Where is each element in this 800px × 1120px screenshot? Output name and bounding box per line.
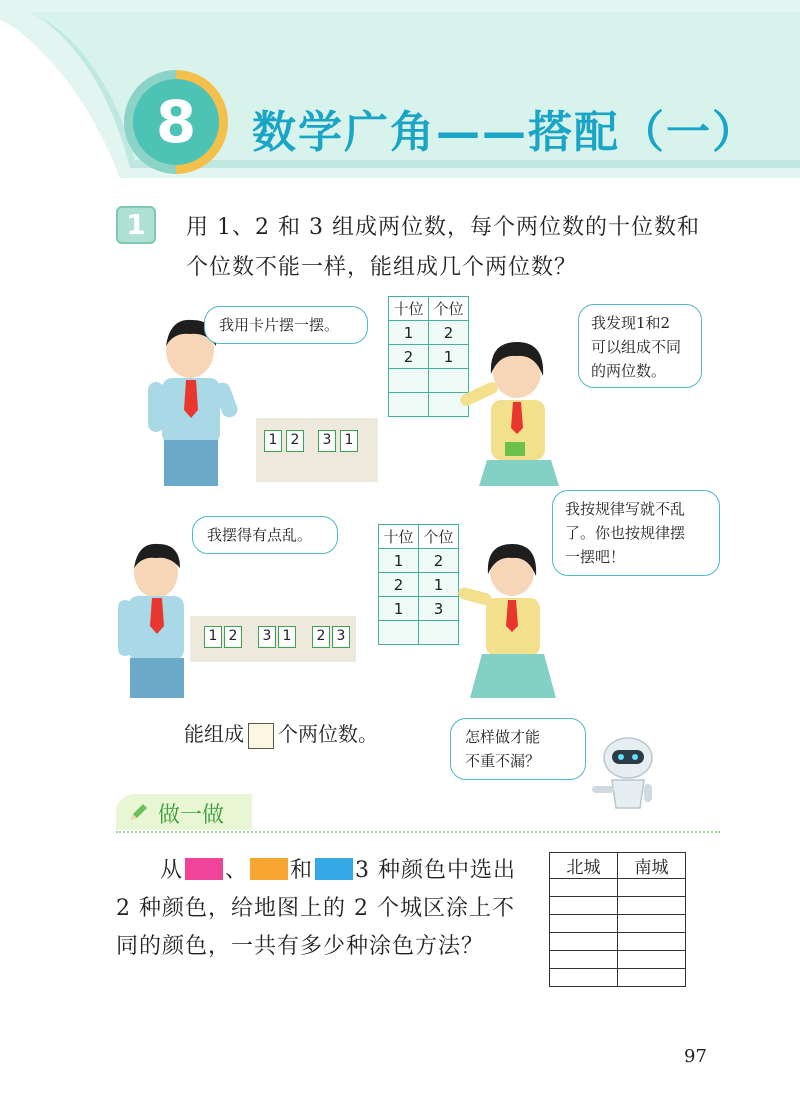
girl-speech-line: 我按规律写就不乱 (565, 500, 686, 518)
practice-after: 3 种颜色中选出 (355, 858, 517, 883)
cell: 3 (419, 597, 459, 621)
cell[interactable] (618, 951, 686, 969)
girl-illustration-2 (456, 540, 560, 700)
cell: 2 (429, 321, 469, 345)
boy-illustration-2 (112, 534, 198, 698)
boy-speech-text-1: 我用卡片摆一摆。 (219, 316, 340, 334)
cell[interactable] (618, 969, 686, 987)
cell[interactable] (419, 621, 459, 645)
practice-line-2: 2 种颜色，给地图上的 2 个城区涂上不 (116, 896, 515, 921)
card-2a[interactable]: 1 (204, 626, 222, 648)
boy-speech-bubble-1 (204, 306, 368, 344)
girl-illustration-1 (455, 336, 565, 486)
answer-prefix: 能组成 (184, 722, 244, 746)
table-row (550, 897, 686, 915)
section-divider (116, 831, 720, 833)
cell[interactable] (389, 369, 429, 393)
card-1c[interactable]: 3 (318, 430, 336, 452)
table-row (379, 597, 459, 621)
boy-speech-bubble-2 (192, 516, 338, 554)
table-row (550, 879, 686, 897)
example-question (186, 208, 726, 288)
orange-color-swatch (250, 858, 288, 880)
girl-speech-line: 我发现1和2 (591, 314, 671, 332)
table-header-row (389, 297, 469, 321)
card-1b[interactable]: 2 (286, 430, 304, 452)
chapter-title: 数学广角——搭配（一） (252, 107, 758, 158)
cell[interactable] (618, 915, 686, 933)
cell[interactable] (550, 933, 618, 951)
practice-line-1 (116, 852, 536, 890)
answer-suffix: 个两位数。 (278, 722, 378, 746)
cell[interactable] (379, 621, 419, 645)
answer-input-box[interactable] (248, 723, 274, 749)
cell: 1 (429, 345, 469, 369)
cell[interactable] (618, 933, 686, 951)
chapter-number: 8 (133, 79, 219, 165)
header-north-city: 北城 (550, 853, 618, 879)
robot-speech-line: 不重不漏？ (465, 752, 541, 770)
cell: 2 (419, 549, 459, 573)
girl-speech-line: 一摆吧！ (565, 548, 626, 566)
table-row (379, 621, 459, 645)
header-south-city: 南城 (618, 853, 686, 879)
practice-and: 和 (290, 858, 314, 883)
cell: 1 (379, 597, 419, 621)
cell: 2 (389, 345, 429, 369)
cell[interactable] (550, 969, 618, 987)
question-line-2: 个位数不能一样，能组成几个两位数？ (186, 255, 578, 280)
girl-speech-line: 的两位数。 (591, 362, 667, 380)
table-row (550, 915, 686, 933)
robot-illustration (588, 732, 660, 812)
boy-speech-text-2: 我摆得有点乱。 (207, 526, 313, 544)
table-row (379, 573, 459, 597)
card-2c[interactable]: 3 (258, 626, 276, 648)
page-number: 97 (684, 1046, 707, 1067)
pencil-icon (128, 801, 150, 823)
girl-speech-bubble-1 (578, 304, 702, 388)
table-row (550, 933, 686, 951)
cell[interactable] (389, 393, 429, 417)
card-1d[interactable]: 1 (340, 430, 358, 452)
table-header-row (550, 853, 686, 879)
cell[interactable] (550, 897, 618, 915)
blue-color-swatch (315, 858, 353, 880)
card-2e[interactable]: 2 (312, 626, 330, 648)
girl-speech-bubble-2 (552, 490, 720, 576)
card-1a[interactable]: 1 (264, 430, 282, 452)
answer-sentence (184, 718, 378, 749)
place-value-table-2 (378, 524, 459, 645)
question-line-1: 用 1、2 和 3 组成两位数，每个两位数的十位数和 (186, 215, 700, 240)
cell: 2 (379, 573, 419, 597)
cell[interactable] (618, 879, 686, 897)
cell[interactable] (550, 879, 618, 897)
table-row (550, 951, 686, 969)
header-tens: 十位 (389, 297, 429, 321)
practice-label: 做一做 (158, 803, 225, 828)
robot-speech-bubble (450, 718, 586, 780)
cell: 1 (379, 549, 419, 573)
cell[interactable] (550, 951, 618, 969)
practice-question (116, 852, 536, 966)
chapter-number-badge (124, 70, 228, 174)
girl-speech-line: 了。你也按规律摆 (565, 524, 686, 542)
robot-speech-line: 怎样做才能 (465, 728, 541, 746)
cell: 1 (389, 321, 429, 345)
cell[interactable] (618, 897, 686, 915)
card-2b[interactable]: 2 (224, 626, 242, 648)
table-row (379, 549, 459, 573)
cell: 1 (419, 573, 459, 597)
girl-speech-line: 可以组成不同 (591, 338, 682, 356)
table-header-row (379, 525, 459, 549)
card-2f[interactable]: 3 (332, 626, 350, 648)
pink-color-swatch (185, 858, 223, 880)
city-color-table (549, 852, 686, 987)
practice-sep: 、 (225, 858, 249, 883)
example-number-badge: 1 (116, 206, 156, 244)
practice-from: 从 (160, 858, 184, 883)
header-ones: 个位 (419, 525, 459, 549)
cell[interactable] (550, 915, 618, 933)
practice-line-3: 同的颜色，一共有多少种涂色方法？ (116, 934, 485, 959)
table-row (550, 969, 686, 987)
header-tens: 十位 (379, 525, 419, 549)
header-ones: 个位 (429, 297, 469, 321)
card-2d[interactable]: 1 (278, 626, 296, 648)
